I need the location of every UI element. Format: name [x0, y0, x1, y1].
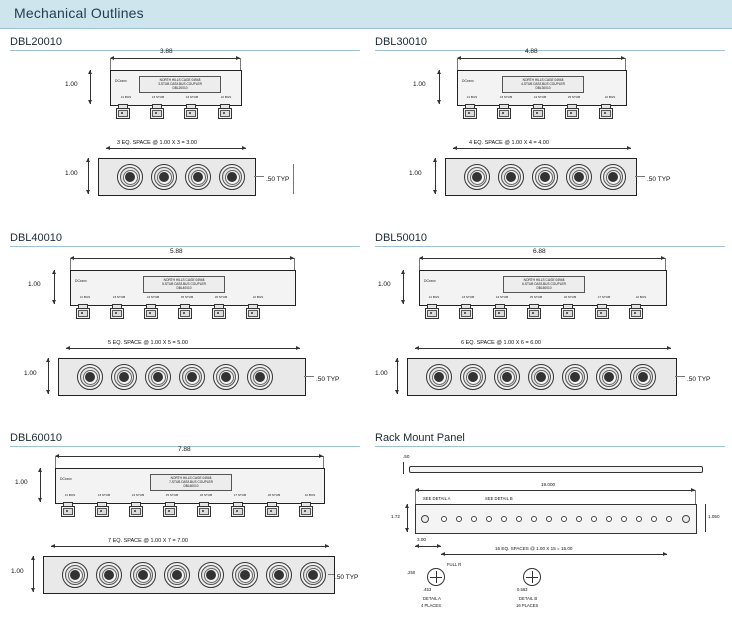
- note-see-detail-a: SEE DETAIL A: [423, 496, 451, 501]
- detail-b-places: 16 PLACES: [516, 603, 539, 608]
- dc-tag: DCxxxx: [462, 79, 474, 83]
- cell-title: DBL40010: [10, 232, 62, 244]
- dim-line: [88, 158, 89, 194]
- ext-line: [328, 574, 334, 575]
- cell-divider: [10, 50, 360, 51]
- dim-line: [40, 468, 41, 502]
- panel-hole: [576, 516, 582, 522]
- dim-length: 6.88: [533, 248, 546, 255]
- dim-typ: .50 TYP: [266, 176, 290, 183]
- dim-line: [66, 348, 300, 349]
- detail-a-figure: [427, 568, 445, 586]
- dim-arrow: [86, 158, 90, 162]
- outline-dbl30010: [375, 36, 725, 226]
- plate-line-2: 7-STUB DATA BUS COUPLER: [169, 480, 213, 484]
- dim-arrow: [296, 346, 300, 350]
- dim-space-note: 3 EQ. SPACE @ 1.00 X 3 = 3.00: [117, 140, 197, 146]
- connector-top: [464, 164, 490, 190]
- dim-line: [439, 70, 440, 104]
- port-label: J2 BUS: [304, 493, 316, 497]
- dim-arrow: [415, 346, 419, 350]
- mount-slot: [421, 515, 429, 523]
- connector-side: [75, 304, 89, 318]
- dim-arrow: [401, 300, 405, 304]
- dim-line: [55, 456, 323, 457]
- connector-top: [426, 364, 452, 390]
- panel-hole: [636, 516, 642, 522]
- connector-side: [298, 502, 312, 516]
- dim-arrow: [51, 544, 55, 548]
- connector-top: [213, 364, 239, 390]
- connector-side: [128, 502, 142, 516]
- plate-line-3: DBL20010: [172, 86, 188, 90]
- connector-side: [94, 502, 108, 516]
- panel-hole: [591, 516, 597, 522]
- dim-arrow: [415, 544, 419, 548]
- plate-line-2: 6-STUB DATA BUS COUPLER: [522, 282, 566, 286]
- dim-height: 1.00: [15, 479, 28, 486]
- panel-hole: [516, 516, 522, 522]
- dim-line: [397, 358, 398, 394]
- plate-line-3: DBL60010: [183, 484, 199, 488]
- ext-line: [695, 490, 696, 504]
- connector-top: [145, 364, 171, 390]
- port-label: J2 BUS: [220, 95, 232, 99]
- connector-side: [230, 502, 244, 516]
- panel-hole: [651, 516, 657, 522]
- port-label: J1 BUS: [466, 95, 478, 99]
- ext-line: [110, 58, 111, 70]
- label-plate: [139, 76, 221, 93]
- dim-space-note: 6 EQ. SPACE @ 1.00 X 6 = 6.00: [461, 340, 541, 346]
- dim-space-note: 4 EQ. SPACE @ 1.00 X 4 = 4.00: [469, 140, 549, 146]
- dim-height: 1.00: [11, 568, 24, 575]
- dim-line: [51, 546, 329, 547]
- ext-line: [323, 456, 324, 468]
- dim-arrow: [88, 70, 92, 74]
- dim-line: [54, 270, 55, 304]
- dim-arrow: [395, 358, 399, 362]
- panel-hole: [471, 516, 477, 522]
- connector-side: [109, 304, 123, 318]
- coupler-body-side: [419, 270, 667, 306]
- dim-line: [48, 358, 49, 394]
- dim-arrow: [52, 300, 56, 304]
- plate-line-1: NORTH HILLS CAGE 04948: [522, 78, 564, 82]
- connector-side: [526, 304, 540, 318]
- connector-side: [149, 104, 163, 118]
- port-label: J5 STUB: [180, 295, 194, 299]
- dim-arrow: [441, 552, 445, 556]
- plate-line-2: 4-STUB DATA BUS COUPLER: [521, 82, 565, 86]
- connector-top: [151, 164, 177, 190]
- connector-side: [560, 304, 574, 318]
- connector-top: [179, 364, 205, 390]
- port-label: J1 BUS: [428, 295, 440, 299]
- ext-line: [254, 176, 264, 177]
- dim-height: 1.00: [65, 81, 78, 88]
- dim-height: 1.00: [378, 281, 391, 288]
- port-label: J1 BUS: [64, 493, 76, 497]
- dim-height: 1.00: [375, 370, 388, 377]
- label-plate: [143, 276, 225, 293]
- dim-arrow: [88, 100, 92, 104]
- connector-top: [96, 562, 122, 588]
- port-label: J3 STUB: [499, 95, 513, 99]
- dim-arrow: [437, 70, 441, 74]
- dim-top: .50: [403, 454, 410, 459]
- plate-line-2: 3-STUB DATA BUS COUPLER: [158, 82, 202, 86]
- dim-typ: .50 TYP: [687, 376, 711, 383]
- dim-line: [453, 148, 631, 149]
- dim-line: [415, 490, 695, 491]
- outline-rack-mount-panel: [375, 432, 725, 612]
- port-label: J6 STUB: [199, 493, 213, 497]
- ext-line: [304, 376, 314, 377]
- connector-side: [530, 104, 544, 118]
- dim-arrow: [325, 544, 329, 548]
- connector-top: [130, 562, 156, 588]
- dim-arrow: [433, 158, 437, 162]
- connector-top: [164, 562, 190, 588]
- connector-top: [566, 164, 592, 190]
- ext-line: [293, 164, 294, 194]
- ext-line: [635, 176, 645, 177]
- outline-dbl40010: [10, 232, 360, 428]
- dim-arrow: [433, 190, 437, 194]
- dim-typ: .50 TYP: [316, 376, 340, 383]
- port-label: J6 STUB: [563, 295, 577, 299]
- connector-side: [564, 104, 578, 118]
- note-see-detail-b: SEE DETAIL B: [485, 496, 513, 501]
- port-label: J1 BUS: [120, 95, 132, 99]
- dim-line: [441, 554, 667, 555]
- port-label: J4 STUB: [495, 295, 509, 299]
- cell-title: DBL50010: [375, 232, 427, 244]
- dim-space-note: 7 EQ. SPACE @ 1.00 X 7 = 7.00: [108, 538, 188, 544]
- port-label: J5 STUB: [567, 95, 581, 99]
- connector-side: [598, 104, 612, 118]
- dim-left: 3.00: [417, 537, 426, 542]
- dim-height: 1.00: [24, 370, 37, 377]
- dc-tag: DCxxxx: [115, 79, 127, 83]
- connector-side: [217, 104, 231, 118]
- dim-panel-right: 1.050: [708, 514, 720, 519]
- dim-arrow: [405, 528, 409, 532]
- connector-side: [177, 304, 191, 318]
- dim-line: [70, 258, 294, 259]
- panel-hole: [546, 516, 552, 522]
- panel-hole: [456, 516, 462, 522]
- outline-dbl20010: [10, 36, 360, 226]
- header-divider: [0, 28, 732, 29]
- port-label: J7 STUB: [233, 493, 247, 497]
- plate-line-1: NORTH HILLS CAGE 04948: [170, 476, 212, 480]
- connector-top: [494, 364, 520, 390]
- plate-line-3: DBL40010: [176, 286, 192, 290]
- connector-top: [111, 364, 137, 390]
- panel-hole: [531, 516, 537, 522]
- dim-line: [419, 258, 665, 259]
- detail-b-label: DETAIL B: [519, 596, 538, 601]
- coupler-body-side: [110, 70, 242, 106]
- port-label: J6 STUB: [214, 295, 228, 299]
- connector-top: [185, 164, 211, 190]
- ext-line: [675, 376, 685, 377]
- dim-arrow: [405, 504, 409, 508]
- connector-top: [562, 364, 588, 390]
- port-label: J3 STUB: [112, 295, 126, 299]
- dim-arrow: [627, 146, 631, 150]
- connector-side: [245, 304, 259, 318]
- ext-line: [55, 456, 56, 468]
- panel-hole: [561, 516, 567, 522]
- dim-line: [90, 70, 91, 104]
- port-label: J5 STUB: [165, 493, 179, 497]
- detail-b-figure: [523, 568, 541, 586]
- plate-line-1: NORTH HILLS CAGE 04948: [523, 278, 565, 282]
- panel-hole: [501, 516, 507, 522]
- connector-top: [266, 562, 292, 588]
- dim-arrow: [106, 146, 110, 150]
- dim-arrow: [38, 468, 42, 472]
- dim-height: 1.00: [65, 170, 78, 177]
- dim-line: [403, 462, 404, 474]
- dim-detail-b: 0.563: [517, 587, 528, 592]
- ext-line: [665, 258, 666, 270]
- connector-top: [232, 562, 258, 588]
- connector-side: [183, 104, 197, 118]
- page-title: Mechanical Outlines: [14, 5, 144, 21]
- panel-profile-top: [409, 466, 703, 473]
- dim-length: 4.88: [525, 48, 538, 55]
- dim-detail-a-h: .453: [423, 587, 432, 592]
- connector-top: [630, 364, 656, 390]
- dc-tag: DCxxxx: [424, 279, 436, 283]
- dim-typ: .50 TYP: [335, 574, 359, 581]
- dim-arrow: [31, 556, 35, 560]
- ext-line: [240, 58, 241, 70]
- dim-arrow: [453, 146, 457, 150]
- connector-top: [198, 562, 224, 588]
- connector-side: [628, 304, 642, 318]
- dim-spaces-note: 15 EQ. SPACES @ 1.00 X 15 = 15.00: [495, 546, 573, 551]
- plate-line-3: DBL50010: [536, 286, 552, 290]
- cell-title: DBL60010: [10, 432, 62, 444]
- dim-detail-a-w: .250: [407, 570, 416, 575]
- connector-top: [596, 364, 622, 390]
- connector-top: [528, 364, 554, 390]
- panel-hole: [606, 516, 612, 522]
- port-label: J4 STUB: [185, 95, 199, 99]
- dim-overall: 19.000: [541, 482, 556, 487]
- dim-height: 1.00: [409, 170, 422, 177]
- dim-length: 5.88: [170, 248, 183, 255]
- port-label: J3 STUB: [461, 295, 475, 299]
- connector-side: [594, 304, 608, 318]
- detail-a-label: DETAIL A: [423, 596, 441, 601]
- plate-line-2: 5-STUB DATA BUS COUPLER: [162, 282, 206, 286]
- cell-title: Rack Mount Panel: [375, 432, 465, 444]
- dim-height: 1.00: [413, 81, 426, 88]
- dim-line: [457, 58, 625, 59]
- dim-line: [106, 148, 246, 149]
- dc-tag: DCxxxx: [75, 279, 87, 283]
- dim-line: [415, 348, 671, 349]
- dim-height: 1.00: [28, 281, 41, 288]
- panel-hole: [486, 516, 492, 522]
- ext-line: [70, 258, 71, 270]
- dim-arrow: [86, 190, 90, 194]
- cell-title: DBL20010: [10, 36, 62, 48]
- dim-line: [705, 504, 706, 532]
- mount-slot: [682, 515, 690, 523]
- connector-side: [424, 304, 438, 318]
- note-full-r: FULL R: [447, 562, 462, 567]
- port-label: J3 STUB: [97, 493, 111, 497]
- outline-dbl60010: [10, 432, 360, 612]
- connector-top: [532, 164, 558, 190]
- dim-length: 7.88: [178, 446, 191, 453]
- dim-line: [110, 58, 240, 59]
- connector-top: [498, 164, 524, 190]
- ext-line: [419, 258, 420, 270]
- port-label: J7 STUB: [597, 295, 611, 299]
- connector-side: [143, 304, 157, 318]
- port-label: J2 BUS: [252, 295, 264, 299]
- connector-side: [496, 104, 510, 118]
- connector-side: [458, 304, 472, 318]
- panel-hole: [621, 516, 627, 522]
- dim-arrow: [46, 390, 50, 394]
- dim-arrow: [663, 552, 667, 556]
- connector-side: [162, 502, 176, 516]
- dim-arrow: [242, 146, 246, 150]
- label-plate: [502, 76, 584, 93]
- cell-title: DBL30010: [375, 36, 427, 48]
- dim-line: [435, 158, 436, 194]
- cell-divider: [375, 50, 725, 51]
- outline-dbl50010: [375, 232, 725, 428]
- connector-top: [62, 562, 88, 588]
- connector-side: [492, 304, 506, 318]
- ext-line: [457, 58, 458, 70]
- dim-line: [33, 556, 34, 592]
- cell-divider: [375, 446, 725, 447]
- dim-arrow: [52, 270, 56, 274]
- panel-hole: [666, 516, 672, 522]
- port-label: J1 BUS: [79, 295, 91, 299]
- connector-top: [600, 164, 626, 190]
- port-label: J2 BUS: [635, 295, 647, 299]
- dim-arrow: [31, 588, 35, 592]
- connector-top: [117, 164, 143, 190]
- connector-side: [211, 304, 225, 318]
- dim-arrow: [38, 498, 42, 502]
- cell-divider: [10, 246, 360, 247]
- dim-arrow: [401, 270, 405, 274]
- port-label: J5 STUB: [529, 295, 543, 299]
- coupler-body-side: [70, 270, 296, 306]
- connector-top: [300, 562, 326, 588]
- label-plate: [150, 474, 232, 491]
- label-plate: [503, 276, 585, 293]
- dim-arrow: [66, 346, 70, 350]
- connector-side: [115, 104, 129, 118]
- page-header: [0, 0, 732, 28]
- coupler-body-side: [55, 468, 325, 504]
- coupler-body-side: [457, 70, 627, 106]
- port-label: J3 STUB: [151, 95, 165, 99]
- connector-side: [264, 502, 278, 516]
- port-label: J4 STUB: [146, 295, 160, 299]
- ext-line: [415, 490, 416, 504]
- dim-arrow: [46, 358, 50, 362]
- connector-top: [247, 364, 273, 390]
- ext-line: [294, 258, 295, 270]
- detail-a-places: 4 PLACES: [421, 603, 442, 608]
- ext-line: [625, 58, 626, 70]
- connector-top: [219, 164, 245, 190]
- dim-arrow: [437, 544, 441, 548]
- port-label: J2 BUS: [604, 95, 616, 99]
- dim-space-note: 5 EQ. SPACE @ 1.00 X 5 = 5.00: [108, 340, 188, 346]
- port-label: J4 STUB: [533, 95, 547, 99]
- connector-top: [460, 364, 486, 390]
- dim-panel-height: 1.72: [391, 514, 400, 519]
- plate-line-1: NORTH HILLS CAGE 04948: [159, 78, 201, 82]
- dim-arrow: [437, 100, 441, 104]
- dim-typ: .50 TYP: [647, 176, 671, 183]
- connector-side: [462, 104, 476, 118]
- dc-tag: DCxxxx: [60, 477, 72, 481]
- connector-side: [196, 502, 210, 516]
- dim-arrow: [667, 346, 671, 350]
- plate-line-3: DBL30010: [535, 86, 551, 90]
- dim-line: [403, 270, 404, 304]
- port-label: J4 STUB: [131, 493, 145, 497]
- connector-top: [77, 364, 103, 390]
- cell-divider: [375, 246, 725, 247]
- port-label: J8 STUB: [267, 493, 281, 497]
- plate-line-1: NORTH HILLS CAGE 04948: [163, 278, 205, 282]
- dim-length: 3.88: [160, 48, 173, 55]
- connector-side: [60, 502, 74, 516]
- dim-arrow: [395, 390, 399, 394]
- panel-hole: [441, 516, 447, 522]
